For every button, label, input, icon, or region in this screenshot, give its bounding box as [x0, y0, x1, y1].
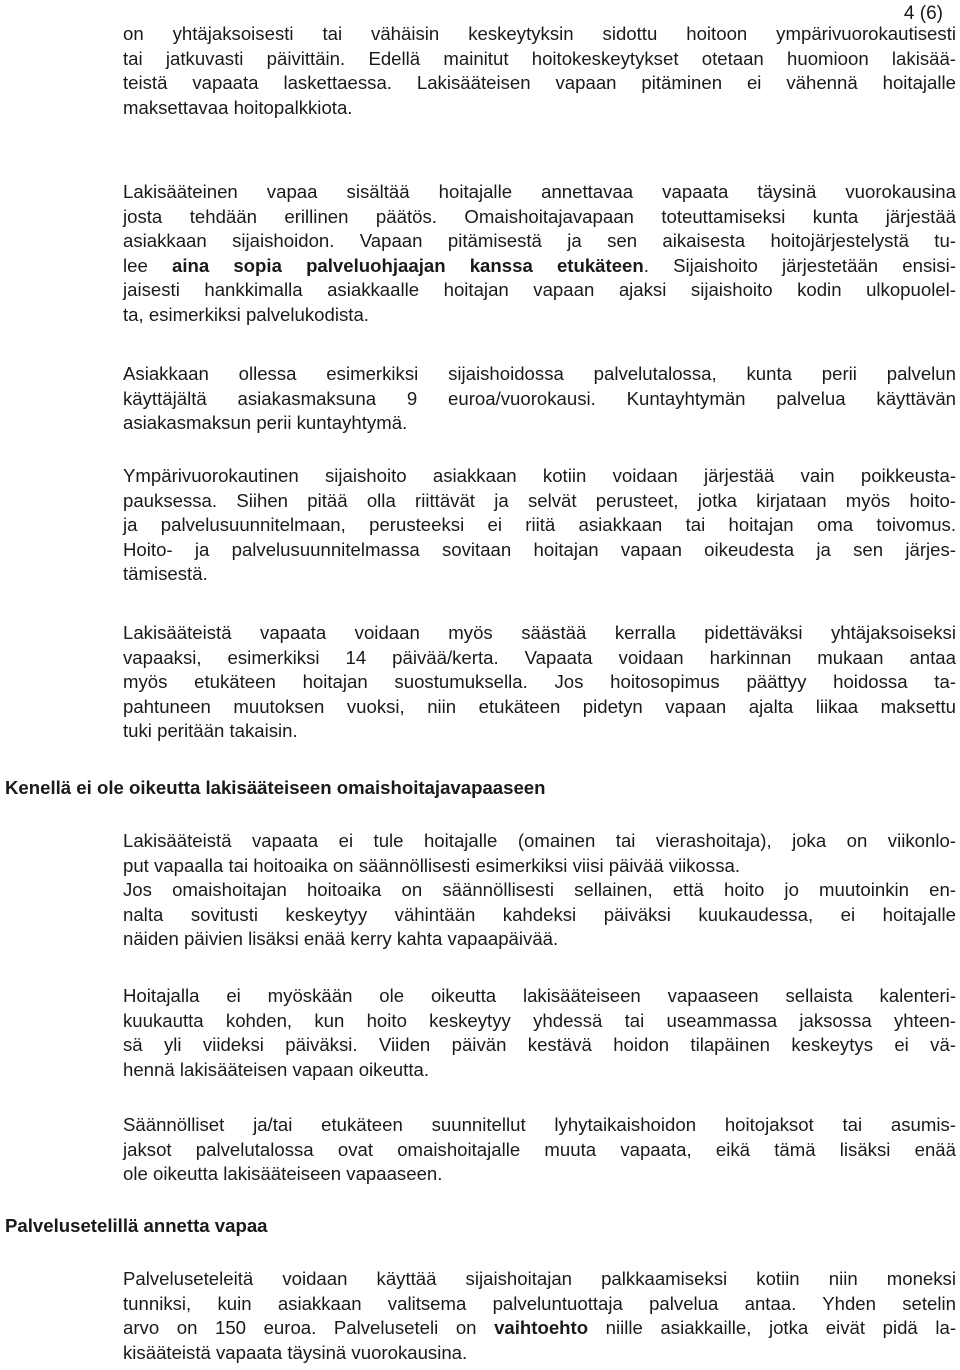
text-line: myös etukäteen hoitajan suostumuksella. Jos hoitosopimus päättyy hoidossa ta-	[123, 671, 956, 693]
text-line: Hoitajalla ei myöskään ole oikeutta lakisääteiseen vapaaseen sellaista kalenteri-	[123, 985, 956, 1006]
text-line: Asiakkaan ollessa esimerkiksi sijaishoidossa palvelutalossa, kunta perii palvelun	[123, 363, 956, 384]
text-line: tai jatkuvasti päivittäin. Edellä mainitut hoitokeskeytykset otetaan huomioon lakisää-	[123, 47, 956, 69]
text-line: jaksot palvelutalossa ovat omaishoitajalle muuta vapaata, eikä tämä lisäksi enää	[123, 1138, 956, 1160]
text-line: nalta sovitusti keskeytyy vähintään kahdeksi päiväksi kuukaudessa, ei hoitajalle	[123, 903, 956, 925]
text-line: hennä lakisääteisen vapaan oikeutta.	[123, 1058, 429, 1080]
emphasis-text: vaihtoehto	[494, 1317, 589, 1339]
text-line: jaisesti hankkimalla asiakkaalle hoitajan vapaan ajaksi sijaishoito kodin ulkopuolel-	[123, 279, 956, 301]
text-line: käyttäjältä asiakasmaksuna 9 euroa/vuorokausi. Kuntayhtymän palvelua käyttävän	[123, 387, 956, 409]
paragraph-home-care	[123, 464, 956, 587]
text-line: kuukautta kohden, kun hoito keskeytyy yhdessä tai useammassa jaksossa yhteen-	[123, 1009, 956, 1031]
paragraph-saved-leave	[123, 621, 956, 744]
text-line: Lakisääteistä vapaata voidaan myös säästää kerralla pidettäväksi yhtäjaksoiseksi	[123, 622, 956, 643]
text-run: . Sijaishoito järjestetään ensisi-	[643, 254, 956, 276]
text-run: lee	[123, 254, 172, 276]
text-line: ole oikeutta lakisääteiseen vapaaseen.	[123, 1163, 443, 1185]
text-line: pauksessa. Siihen pitää olla riittävät ja selvät perusteet, jotka kirjataan myös hoito-	[123, 489, 956, 511]
section-heading: Kenellä ei ole oikeutta lakisääteiseen omaishoitajavapaaseen	[5, 777, 546, 798]
text-run: arvo on 150 euroa. Palveluseteli on	[123, 1317, 495, 1339]
paragraph-statutory-leave	[123, 180, 956, 328]
text-line: josta tehdään erillinen päätös. Omaishoitajavapaan toteuttamiseksi kunta järjestää	[123, 205, 956, 227]
text-line: tuki peritään takaisin.	[123, 720, 298, 742]
text-line: sä yli viideksi päiväksi. Viiden päivän kestävä hoidon tilapäinen keskeytys ei vä-	[123, 1034, 956, 1056]
paragraph-regular-periods	[123, 1113, 956, 1187]
text-line: teistä vapaata laskettaessa. Lakisääteisen vapaan pitäminen ei vähennä hoitajalle	[123, 72, 956, 94]
text-line: put vapaalla tai hoitoaika on säännöllisesti esimerkiksi viisi päivää viikossa.	[123, 854, 740, 876]
text-line: asiakkaan sijaishoidon. Vapaan pitämisestä ja sen aikaisesta hoitojärjestelystä tu-	[123, 230, 956, 252]
text-line: näiden päivien lisäksi enää kerry kahta vapaapäivää.	[123, 928, 559, 950]
text-line-with-emphasis	[123, 254, 956, 279]
text-line: Jos omaishoitajan hoitoaika on säännöllisesti sellainen, että hoito jo muutoinkin en-	[123, 879, 956, 901]
text-line-with-emphasis	[123, 1316, 956, 1341]
text-line: Säännölliset ja/tai etukäteen suunnitellut lyhytaikaishoidon hoitojaksot tai asumis-	[123, 1114, 956, 1135]
paragraph-no-right	[123, 829, 956, 952]
text-line: maksettavaa hoitopalkkiota.	[123, 96, 353, 118]
text-line: ta, esimerkiksi palvelukodista.	[123, 303, 369, 325]
text-run: niille asiakkaille, jotka eivät pidä la-	[588, 1317, 957, 1339]
text-line: tämisestä.	[123, 563, 208, 585]
text-line: pahtuneen muutoksen vuoksi, niin etukäteen pidetyn vapaan ajalta liikaa maksettu	[123, 695, 956, 717]
text-line: on yhtäjaksoisesti tai vähäisin keskeytyksin sidottu hoitoon ympärivuorokautisesti	[123, 23, 956, 44]
paragraph-calendar-month	[123, 984, 956, 1082]
text-line: vapaaksi, esimerkiksi 14 päivää/kerta. Vapaata voidaan harkinnan mukaan antaa	[123, 646, 956, 668]
text-line: Lakisääteistä vapaata ei tule hoitajalle (omainen tai vierashoitaja), joka on viikonlo-	[123, 830, 956, 851]
text-line: Ympärivuorokautinen sijaishoito asiakkaan kotiin voidaan järjestää vain poikkeusta-	[123, 465, 956, 486]
paragraph-continuation	[123, 22, 956, 120]
text-line: Hoito- ja palvelusuunnitelmassa sovitaan hoitajan vapaan oikeudesta ja sen järjes-	[123, 538, 956, 560]
text-line: asiakasmaksun perii kuntayhtymä.	[123, 412, 408, 434]
text-line: Lakisääteinen vapaa sisältää hoitajalle annettavaa vapaata täysinä vuorokausina	[123, 181, 956, 202]
text-line: ja palvelusuunnitelmaan, perusteeksi ei riitä asiakkaan tai hoitajan oma toivomus.	[123, 514, 956, 536]
text-line: kisääteistä vapaata täysinä vuorokausina.	[123, 1341, 468, 1363]
paragraph-service-voucher	[123, 1267, 956, 1365]
page-number: 4 (6)	[903, 3, 943, 24]
paragraph-client-fee	[123, 362, 956, 436]
text-line: Palveluseteleitä voidaan käyttää sijaishoitajan palkkaamiseksi kotiin niin moneksi	[123, 1268, 956, 1289]
section-heading: Palvelusetelillä annetta vapaa	[5, 1215, 268, 1236]
text-line: tunniksi, kuin asiakkaan valitsema palveluntuottaja palvelua antaa. Yhden setelin	[123, 1292, 956, 1314]
emphasis-text: aina sopia palveluohjaajan kanssa etukäteen	[171, 254, 644, 276]
